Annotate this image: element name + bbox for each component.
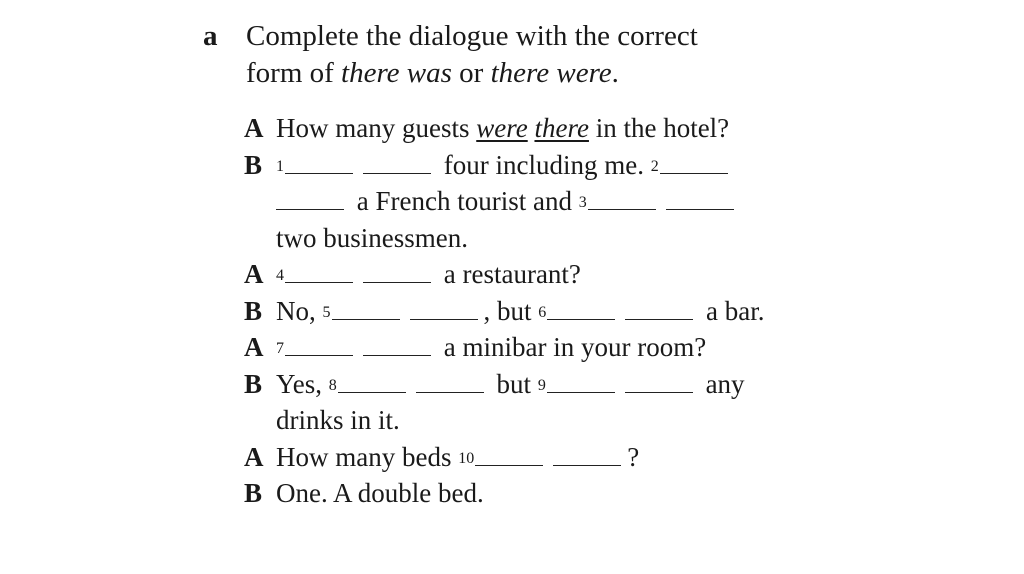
answer-blank[interactable] [625,370,693,393]
answer-blank[interactable] [553,443,621,466]
turn-text: ? [627,441,640,472]
dialogue-turn [244,439,791,476]
exercise-letter: a [203,20,218,52]
gap-number: 4 [276,267,284,284]
gap-number: 10 [458,449,475,467]
turn-text: a French tourist and [350,186,579,216]
phrase-there-was: there was [341,57,452,89]
instruction-period: . [611,57,619,89]
answer-blank[interactable] [547,370,615,393]
speaker-label: B [244,149,263,180]
instruction-text: form of [246,57,342,89]
gap-number: 6 [538,303,547,321]
speaker-label: B [244,368,263,399]
exercise-instructions [203,18,843,92]
turn-text: a minibar in your room? [437,332,707,362]
dialogue-turn [244,329,791,366]
turn-text: but [489,368,538,399]
turn-text: , but [483,295,539,326]
answer-blank[interactable] [285,151,353,174]
speaker-label: A [244,259,264,289]
example-answer-were: were [476,113,528,143]
answer-blank[interactable] [625,297,693,320]
turn-text: a bar. [699,295,765,326]
answer-blank[interactable] [363,333,431,356]
answer-blank[interactable] [285,260,353,283]
answer-blank[interactable] [338,370,406,393]
speaker-label: A [244,332,264,362]
answer-blank[interactable] [660,151,728,174]
answer-blank[interactable] [588,187,656,210]
dialogue-turn [244,475,791,512]
answer-blank[interactable] [363,260,431,283]
instruction-line-1: Complete the dialogue with the correct [246,20,698,52]
phrase-there-were: there were [490,57,612,89]
example-answer-there: there [534,113,589,143]
answer-blank[interactable] [276,187,344,210]
gap-number: 3 [578,194,587,211]
turn-text: four including me. [437,149,651,180]
instruction-conjunction: or [451,57,491,89]
answer-blank[interactable] [285,333,353,356]
exercise-a [203,18,843,512]
turn-text: a restaurant? [437,259,581,289]
speaker-label: B [244,478,263,508]
speaker-label: A [244,441,264,472]
dialogue-turn [244,110,791,147]
answer-blank[interactable] [475,443,543,466]
answer-blank[interactable] [363,151,431,174]
speaker-label: B [244,295,263,326]
dialogue-turn [244,256,791,293]
gap-number: 2 [650,157,659,175]
speaker-label: A [244,113,264,143]
dialogue [203,110,843,512]
answer-blank[interactable] [410,297,478,320]
dialogue-turn [244,366,791,439]
turn-text: Yes, [276,368,329,399]
turn-text: How many guests [276,113,477,143]
gap-number: 9 [537,376,546,394]
gap-number: 8 [328,376,337,394]
dialogue-turn [244,147,791,257]
turn-text: in the hotel? [588,113,730,143]
answer-blank[interactable] [547,297,615,320]
turn-text: two businessmen. [276,222,468,253]
dialogue-turn [244,293,791,330]
gap-number: 7 [276,340,284,357]
turn-text: How many beds [276,441,459,472]
answer-blank[interactable] [332,297,400,320]
answer-blank[interactable] [416,370,484,393]
gap-number: 1 [276,157,284,175]
answer-blank[interactable] [666,187,734,210]
turn-text: any drinks in it. [276,368,745,435]
instruction-line-2 [246,55,843,92]
turn-text: No, [276,295,323,326]
gap-number: 5 [322,303,331,321]
turn-text: One. A double bed. [276,478,484,508]
